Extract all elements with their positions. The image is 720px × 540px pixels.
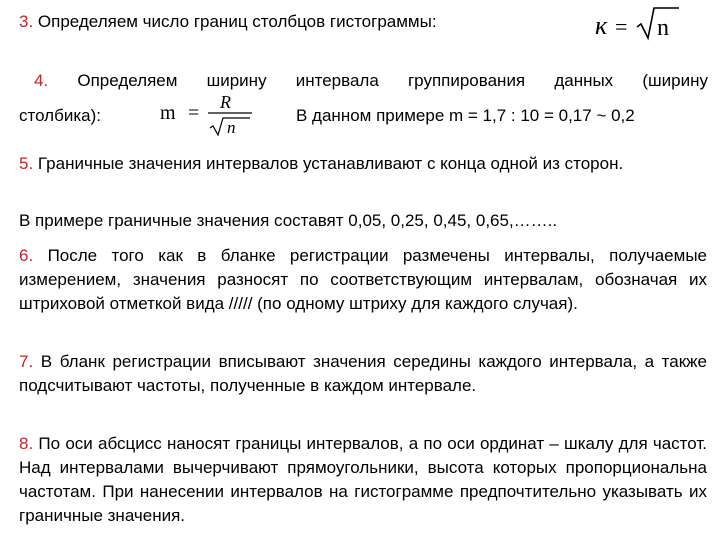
item-text: столбика): — [19, 106, 101, 125]
item-text: По оси абсцисс наносят границы интервалов, а по оси ординат – шкалу для частот. Над интервалами вычерчивают прямоугольники, высота которых пропорциональна частотам. При нанесении интервалов на гистограмме предпочтительно указывать их граничные значения. — [19, 434, 707, 525]
item-4-example — [296, 104, 708, 128]
item-number: 5. — [19, 154, 34, 173]
example-text: В примере граничные значения составят 0,05, 0,25, 0,45, 0,65,…….. — [19, 211, 558, 230]
item-6 — [19, 244, 707, 316]
item-4-line-2 — [19, 104, 149, 128]
item-text: Определяем ширину интервала группирования данных (ширину — [77, 71, 708, 90]
item-text: В бланк регистрации вписывают значения середины каждого интервала, а также подсчитывают частоты, полученные в каждом интервале. — [19, 352, 707, 395]
formula-k-eq: = — [615, 14, 628, 39]
item-number: 7. — [19, 352, 34, 371]
item-number: 4. — [34, 71, 49, 90]
item-text: После того как в бланке регистрации размечены интервалы, получаемые измерением, значения разносят по соответствующим интервалам, обозначая их штриховой отметкой вида ///// (по одному штриху для каждого случая). — [19, 246, 707, 313]
formula-k-sqrt-n — [593, 4, 683, 44]
item-text: Граничные значения интервалов устанавливают с конца одной из сторон. — [37, 154, 624, 173]
formula-m-radicand: n — [227, 118, 236, 137]
item-5 — [19, 152, 707, 176]
item-4-line-1 — [34, 69, 708, 93]
item-number: 6. — [19, 246, 34, 265]
formula-k-radicand: n — [657, 15, 669, 41]
item-8 — [19, 432, 707, 528]
formula-m-numerator: R — [220, 92, 231, 112]
item-number: 3. — [19, 12, 34, 31]
formula-m-lhs: m — [160, 102, 176, 124]
item-7 — [19, 350, 707, 398]
formula-m-eq: = — [188, 102, 200, 124]
example-text: В данном примере m = 1,7 : 10 = 0,17 ~ 0,2 — [296, 106, 635, 125]
example-boundaries — [19, 209, 707, 233]
formula-m-r-over-sqrt-n — [158, 91, 258, 137]
item-text: Определяем число границ столбцов гистограммы: — [37, 12, 437, 31]
formula-k-lhs: к — [595, 11, 608, 40]
item-3 — [19, 10, 539, 34]
item-number: 8. — [19, 434, 34, 453]
